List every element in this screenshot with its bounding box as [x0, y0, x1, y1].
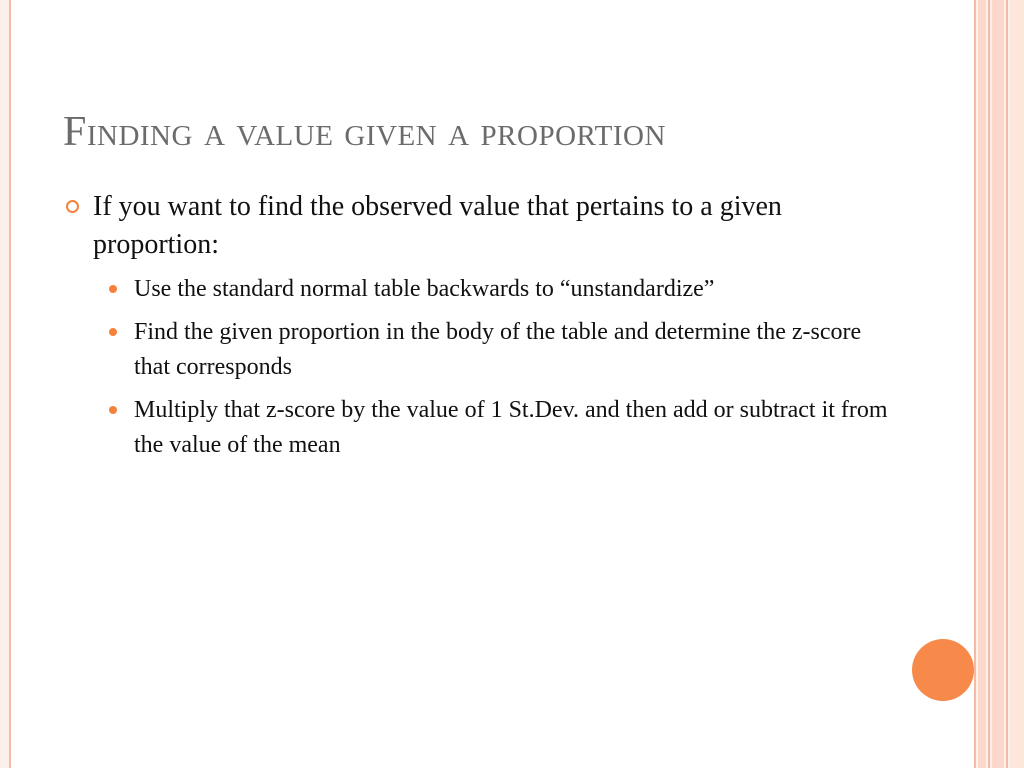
edge-stripe	[1010, 0, 1024, 768]
edge-stripe	[1006, 0, 1008, 768]
sub-bullet-text: Find the given proportion in the body of the table and determine the z-score that corresponds	[134, 319, 862, 380]
bullet-level-1	[63, 188, 893, 264]
sub-bullet	[105, 393, 893, 463]
dot-bullet-icon	[109, 406, 117, 414]
sub-bullet-list	[63, 272, 893, 463]
sub-bullet-text: Use the standard normal table backwards to “unstandardize”	[134, 276, 715, 302]
sub-bullet	[105, 272, 893, 307]
bullet-list	[63, 188, 893, 471]
dot-bullet-icon	[109, 285, 117, 293]
slide-title: Finding a value given a proportion	[63, 109, 666, 155]
sub-bullet-text: Multiply that z-score by the value of 1 St.Dev. and then add or subtract it from the value of the mean	[134, 397, 888, 458]
edge-stripe	[988, 0, 990, 768]
decorative-circle	[912, 639, 974, 701]
ring-bullet-icon	[66, 200, 79, 213]
sub-bullet	[105, 315, 893, 385]
edge-stripe	[992, 0, 1004, 768]
edge-stripe	[978, 0, 986, 768]
dot-bullet-icon	[109, 328, 117, 336]
bullet-text: If you want to find the observed value that pertains to a given proportion:	[93, 191, 782, 260]
